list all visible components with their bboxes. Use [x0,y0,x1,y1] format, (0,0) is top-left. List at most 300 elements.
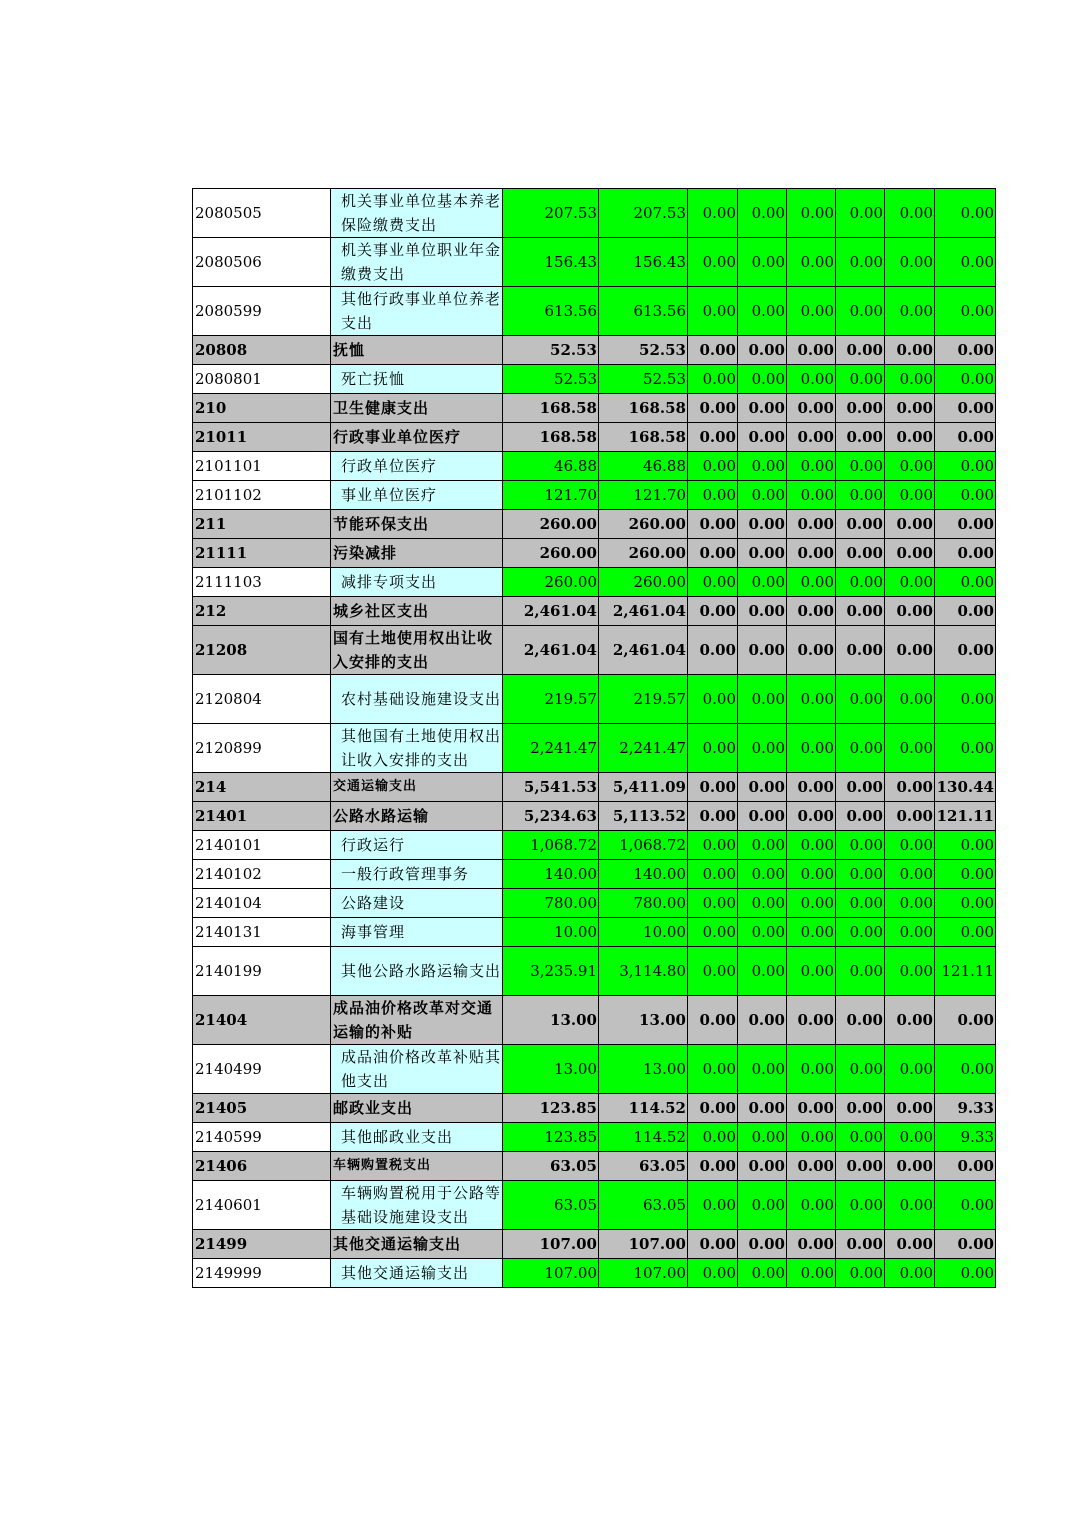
value-cell: 0.00 [885,481,935,510]
value-cell: 0.00 [787,996,836,1045]
row-code: 2080801 [193,365,331,394]
row-code: 2140601 [193,1181,331,1230]
table-row [193,831,996,860]
value-cell: 0.00 [688,189,738,238]
value-cell: 2,241.47 [599,724,688,773]
summary-row [193,539,996,568]
row-code: 2080599 [193,287,331,336]
row-code: 214 [193,773,331,802]
row-code: 21011 [193,423,331,452]
value-cell: 0.00 [787,773,836,802]
row-name: 减排专项支出 [331,568,503,597]
value-cell: 10.00 [503,918,599,947]
value-cell: 0.00 [738,394,787,423]
value-cell: 0.00 [935,831,996,860]
value-cell: 0.00 [738,831,787,860]
value-cell: 0.00 [787,802,836,831]
summary-row [193,394,996,423]
value-cell: 0.00 [787,238,836,287]
row-name: 行政运行 [331,831,503,860]
value-cell: 0.00 [836,996,885,1045]
value-cell: 0.00 [738,452,787,481]
value-cell: 207.53 [503,189,599,238]
row-name: 污染减排 [331,539,503,568]
row-code: 20808 [193,336,331,365]
value-cell: 0.00 [738,597,787,626]
value-cell: 2,461.04 [503,626,599,675]
table-row [193,481,996,510]
value-cell: 0.00 [688,394,738,423]
value-cell: 0.00 [738,1181,787,1230]
value-cell: 46.88 [599,452,688,481]
row-code: 2120804 [193,675,331,724]
value-cell: 0.00 [787,626,836,675]
row-name: 卫生健康支出 [331,394,503,423]
value-cell: 0.00 [688,1181,738,1230]
value-cell: 0.00 [738,996,787,1045]
value-cell: 0.00 [688,1045,738,1094]
value-cell: 2,241.47 [503,724,599,773]
value-cell: 0.00 [935,238,996,287]
value-cell: 0.00 [787,1152,836,1181]
value-cell: 0.00 [836,724,885,773]
row-name: 车辆购置税用于公路等基础设施建设支出 [331,1181,503,1230]
row-code: 2101102 [193,481,331,510]
value-cell: 0.00 [935,365,996,394]
row-name: 机关事业单位职业年金缴费支出 [331,238,503,287]
value-cell: 121.70 [503,481,599,510]
value-cell: 0.00 [738,568,787,597]
value-cell: 0.00 [885,675,935,724]
value-cell: 613.56 [599,287,688,336]
value-cell: 0.00 [688,1259,738,1288]
value-cell: 156.43 [503,238,599,287]
value-cell: 107.00 [599,1230,688,1259]
value-cell: 0.00 [885,394,935,423]
value-cell: 107.00 [503,1259,599,1288]
row-code: 21401 [193,802,331,831]
value-cell: 0.00 [688,831,738,860]
value-cell: 0.00 [935,568,996,597]
value-cell: 0.00 [688,597,738,626]
value-cell: 0.00 [885,1259,935,1288]
row-name: 节能环保支出 [331,510,503,539]
value-cell: 0.00 [935,452,996,481]
value-cell: 0.00 [787,889,836,918]
value-cell: 0.00 [787,452,836,481]
value-cell: 0.00 [688,1094,738,1123]
row-code: 2080506 [193,238,331,287]
row-name: 行政事业单位医疗 [331,423,503,452]
summary-row [193,336,996,365]
value-cell: 2,461.04 [503,597,599,626]
value-cell: 0.00 [688,510,738,539]
value-cell: 0.00 [885,1152,935,1181]
value-cell: 0.00 [738,724,787,773]
row-name: 其他公路水路运输支出 [331,947,503,996]
value-cell: 0.00 [836,889,885,918]
row-name: 其他行政事业单位养老支出 [331,287,503,336]
value-cell: 1,068.72 [599,831,688,860]
value-cell: 0.00 [885,452,935,481]
value-cell: 0.00 [688,860,738,889]
value-cell: 260.00 [599,568,688,597]
row-name: 海事管理 [331,918,503,947]
value-cell: 0.00 [935,597,996,626]
summary-row [193,773,996,802]
value-cell: 107.00 [503,1230,599,1259]
value-cell: 0.00 [688,423,738,452]
value-cell: 780.00 [599,889,688,918]
value-cell: 0.00 [836,287,885,336]
row-code: 21111 [193,539,331,568]
value-cell: 219.57 [503,675,599,724]
row-code: 21499 [193,1230,331,1259]
value-cell: 168.58 [599,423,688,452]
value-cell: 13.00 [599,1045,688,1094]
value-cell: 0.00 [787,365,836,394]
value-cell: 0.00 [738,1094,787,1123]
value-cell: 9.33 [935,1094,996,1123]
value-cell: 0.00 [935,1181,996,1230]
value-cell: 0.00 [836,539,885,568]
value-cell: 0.00 [688,626,738,675]
value-cell: 0.00 [885,1094,935,1123]
value-cell: 0.00 [738,189,787,238]
value-cell: 0.00 [836,626,885,675]
summary-row [193,802,996,831]
summary-row [193,1230,996,1259]
row-code: 2140104 [193,889,331,918]
value-cell: 0.00 [836,947,885,996]
row-name: 事业单位医疗 [331,481,503,510]
value-cell: 0.00 [885,510,935,539]
value-cell: 0.00 [688,539,738,568]
row-name: 抚恤 [331,336,503,365]
row-code: 2140101 [193,831,331,860]
value-cell: 0.00 [935,626,996,675]
table-row [193,724,996,773]
value-cell: 0.00 [836,238,885,287]
value-cell: 0.00 [935,481,996,510]
value-cell: 0.00 [836,597,885,626]
value-cell: 0.00 [836,568,885,597]
value-cell: 0.00 [885,1181,935,1230]
value-cell: 140.00 [503,860,599,889]
row-code: 2140499 [193,1045,331,1094]
value-cell: 2,461.04 [599,626,688,675]
value-cell: 0.00 [787,568,836,597]
row-name: 机关事业单位基本养老保险缴费支出 [331,189,503,238]
value-cell: 0.00 [935,423,996,452]
value-cell: 0.00 [787,597,836,626]
value-cell: 0.00 [836,510,885,539]
value-cell: 0.00 [738,889,787,918]
value-cell: 0.00 [787,189,836,238]
row-name: 交通运输支出 [331,773,503,802]
value-cell: 1,068.72 [503,831,599,860]
value-cell: 207.53 [599,189,688,238]
value-cell: 0.00 [836,452,885,481]
value-cell: 0.00 [787,1094,836,1123]
row-code: 21405 [193,1094,331,1123]
value-cell: 0.00 [885,626,935,675]
value-cell: 52.53 [599,365,688,394]
value-cell: 260.00 [599,510,688,539]
value-cell: 219.57 [599,675,688,724]
value-cell: 0.00 [738,539,787,568]
value-cell: 0.00 [935,724,996,773]
row-name: 其他邮政业支出 [331,1123,503,1152]
summary-row [193,597,996,626]
value-cell: 0.00 [738,675,787,724]
table-row [193,947,996,996]
value-cell: 0.00 [935,394,996,423]
value-cell: 0.00 [885,947,935,996]
row-name: 车辆购置税支出 [331,1152,503,1181]
value-cell: 140.00 [599,860,688,889]
value-cell: 0.00 [836,423,885,452]
value-cell: 0.00 [935,1259,996,1288]
value-cell: 0.00 [885,889,935,918]
value-cell: 0.00 [836,773,885,802]
value-cell: 0.00 [885,773,935,802]
value-cell: 107.00 [599,1259,688,1288]
row-code: 21208 [193,626,331,675]
value-cell: 0.00 [787,1259,836,1288]
table-row [193,365,996,394]
summary-row [193,1152,996,1181]
value-cell: 0.00 [738,1123,787,1152]
value-cell: 0.00 [935,675,996,724]
value-cell: 0.00 [738,423,787,452]
value-cell: 5,234.63 [503,802,599,831]
value-cell: 5,411.09 [599,773,688,802]
value-cell: 5,113.52 [599,802,688,831]
value-cell: 0.00 [885,238,935,287]
value-cell: 52.53 [503,365,599,394]
table-row [193,889,996,918]
value-cell: 0.00 [787,1181,836,1230]
value-cell: 0.00 [688,287,738,336]
table-row [193,1123,996,1152]
row-code: 2140599 [193,1123,331,1152]
value-cell: 121.11 [935,947,996,996]
value-cell: 0.00 [885,423,935,452]
row-name: 其他国有土地使用权出让收入安排的支出 [331,724,503,773]
value-cell: 0.00 [885,1045,935,1094]
row-code: 21406 [193,1152,331,1181]
value-cell: 0.00 [836,336,885,365]
value-cell: 0.00 [787,1230,836,1259]
value-cell: 10.00 [599,918,688,947]
value-cell: 5,541.53 [503,773,599,802]
value-cell: 0.00 [787,675,836,724]
value-cell: 0.00 [836,394,885,423]
value-cell: 0.00 [836,1259,885,1288]
value-cell: 0.00 [885,1123,935,1152]
row-name: 国有土地使用权出让收入安排的支出 [331,626,503,675]
value-cell: 123.85 [503,1094,599,1123]
value-cell: 0.00 [787,394,836,423]
table-row [193,1181,996,1230]
value-cell: 0.00 [688,918,738,947]
value-cell: 0.00 [885,831,935,860]
value-cell: 168.58 [599,394,688,423]
value-cell: 0.00 [738,918,787,947]
value-cell: 130.44 [935,773,996,802]
row-name: 城乡社区支出 [331,597,503,626]
row-name: 公路建设 [331,889,503,918]
value-cell: 0.00 [935,336,996,365]
row-code: 211 [193,510,331,539]
value-cell: 0.00 [787,918,836,947]
row-name: 邮政业支出 [331,1094,503,1123]
row-name: 行政单位医疗 [331,452,503,481]
value-cell: 0.00 [836,189,885,238]
value-cell: 0.00 [787,423,836,452]
value-cell: 0.00 [738,287,787,336]
row-name: 公路水路运输 [331,802,503,831]
value-cell: 0.00 [935,287,996,336]
value-cell: 121.11 [935,802,996,831]
value-cell: 2,461.04 [599,597,688,626]
value-cell: 0.00 [688,773,738,802]
row-code: 21404 [193,996,331,1045]
value-cell: 0.00 [935,889,996,918]
value-cell: 0.00 [787,510,836,539]
value-cell: 0.00 [885,918,935,947]
value-cell: 0.00 [836,365,885,394]
row-name: 成品油价格改革补贴其他支出 [331,1045,503,1094]
value-cell: 613.56 [503,287,599,336]
value-cell: 0.00 [688,568,738,597]
value-cell: 114.52 [599,1094,688,1123]
value-cell: 3,114.80 [599,947,688,996]
value-cell: 0.00 [738,365,787,394]
value-cell: 0.00 [885,365,935,394]
value-cell: 0.00 [738,860,787,889]
row-name: 其他交通运输支出 [331,1259,503,1288]
row-code: 2149999 [193,1259,331,1288]
table-row [193,452,996,481]
value-cell: 0.00 [688,675,738,724]
value-cell: 63.05 [503,1152,599,1181]
value-cell: 13.00 [503,996,599,1045]
value-cell: 0.00 [787,336,836,365]
value-cell: 0.00 [885,724,935,773]
row-name: 农村基础设施建设支出 [331,675,503,724]
value-cell: 0.00 [836,802,885,831]
value-cell: 0.00 [836,481,885,510]
value-cell: 13.00 [599,996,688,1045]
value-cell: 0.00 [935,860,996,889]
value-cell: 260.00 [503,510,599,539]
value-cell: 0.00 [688,889,738,918]
table-row [193,568,996,597]
row-code: 2140199 [193,947,331,996]
value-cell: 168.58 [503,394,599,423]
value-cell: 0.00 [688,724,738,773]
value-cell: 0.00 [836,860,885,889]
value-cell: 114.52 [599,1123,688,1152]
value-cell: 0.00 [836,675,885,724]
value-cell: 0.00 [738,947,787,996]
value-cell: 0.00 [836,1123,885,1152]
row-name: 其他交通运输支出 [331,1230,503,1259]
value-cell: 63.05 [599,1181,688,1230]
value-cell: 0.00 [787,539,836,568]
value-cell: 0.00 [885,287,935,336]
value-cell: 0.00 [885,189,935,238]
value-cell: 0.00 [836,1181,885,1230]
value-cell: 0.00 [836,1230,885,1259]
value-cell: 9.33 [935,1123,996,1152]
value-cell: 780.00 [503,889,599,918]
row-name: 成品油价格改革对交通运输的补贴 [331,996,503,1045]
value-cell: 46.88 [503,452,599,481]
value-cell: 260.00 [503,568,599,597]
table-row [193,860,996,889]
value-cell: 0.00 [787,1123,836,1152]
value-cell: 260.00 [503,539,599,568]
value-cell: 0.00 [885,802,935,831]
row-code: 212 [193,597,331,626]
value-cell: 0.00 [688,1230,738,1259]
value-cell: 0.00 [935,1045,996,1094]
value-cell: 0.00 [688,336,738,365]
row-code: 2120899 [193,724,331,773]
table-row [193,189,996,238]
value-cell: 52.53 [503,336,599,365]
value-cell: 0.00 [935,539,996,568]
row-code: 210 [193,394,331,423]
table-row [193,918,996,947]
budget-table [192,188,996,1288]
value-cell: 0.00 [738,1152,787,1181]
value-cell: 260.00 [599,539,688,568]
value-cell: 52.53 [599,336,688,365]
value-cell: 0.00 [738,802,787,831]
value-cell: 0.00 [787,1045,836,1094]
table-row [193,1045,996,1094]
value-cell: 0.00 [688,1152,738,1181]
value-cell: 0.00 [935,1230,996,1259]
value-cell: 0.00 [885,539,935,568]
summary-row [193,510,996,539]
value-cell: 63.05 [503,1181,599,1230]
summary-row [193,423,996,452]
value-cell: 0.00 [935,1152,996,1181]
row-code: 2111103 [193,568,331,597]
value-cell: 0.00 [885,996,935,1045]
value-cell: 0.00 [738,773,787,802]
value-cell: 168.58 [503,423,599,452]
table-body [193,189,996,1288]
table-row [193,675,996,724]
value-cell: 0.00 [787,831,836,860]
value-cell: 0.00 [836,1152,885,1181]
value-cell: 63.05 [599,1152,688,1181]
summary-row [193,626,996,675]
value-cell: 0.00 [935,918,996,947]
value-cell: 0.00 [688,452,738,481]
value-cell: 0.00 [935,996,996,1045]
value-cell: 0.00 [688,996,738,1045]
value-cell: 0.00 [885,336,935,365]
value-cell: 3,235.91 [503,947,599,996]
value-cell: 156.43 [599,238,688,287]
